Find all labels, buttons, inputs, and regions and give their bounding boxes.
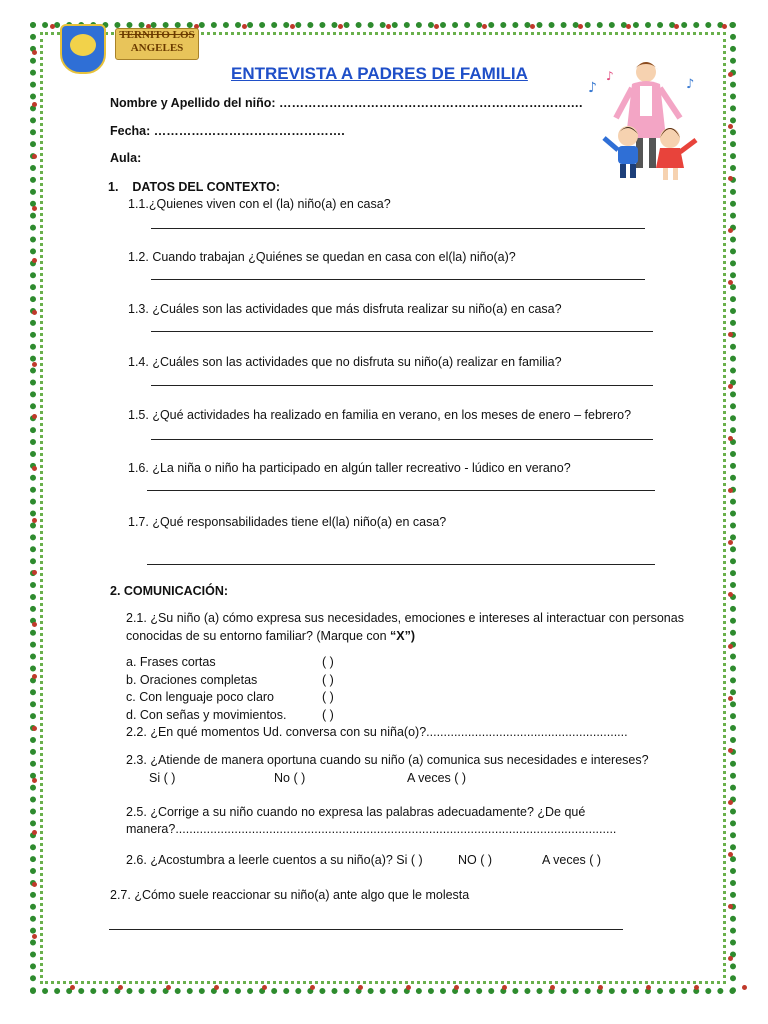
berry-dot — [290, 24, 295, 29]
berry-dot — [550, 985, 555, 990]
berry-dot — [262, 985, 267, 990]
question-1-4: 1.4. ¿Cuáles son las actividades que no disfruta su niño(a) realizar en familia? — [128, 355, 562, 369]
berry-dot — [32, 50, 37, 55]
question-2-1-cont: conocidas de su entorno familiar? (Marque con “X”) — [126, 629, 416, 643]
q23-yes-checkbox[interactable]: Si ( ) — [149, 771, 176, 785]
question-2-6: 2.6. ¿Acostumbra a leerle cuentos a su niño(a)? Si ( ) — [126, 853, 423, 867]
berry-dot — [32, 102, 37, 107]
berry-dot — [728, 800, 733, 805]
question-1-1: 1.1.¿Quienes viven con el (la) niño(a) en casa? — [128, 197, 391, 211]
berry-dot — [502, 985, 507, 990]
berry-dot — [530, 24, 535, 29]
berry-dot — [32, 882, 37, 887]
berry-dot — [728, 852, 733, 857]
q23-sometimes-checkbox[interactable]: A veces ( ) — [407, 771, 467, 785]
child-name-field: Nombre y Apellido del niño: ………………………………………………………………. — [110, 96, 583, 110]
berry-dot — [728, 280, 733, 285]
classroom-field: Aula: — [110, 151, 142, 165]
berry-dot — [728, 332, 733, 337]
question-1-2: 1.2. Cuando trabajan ¿Quiénes se quedan en casa con el(la) niño(a)? — [128, 250, 516, 264]
berry-dot — [626, 24, 631, 29]
question-1-7: 1.7. ¿Qué responsabilidades tiene el(la) niño(a) en casa? — [128, 515, 447, 529]
svg-text:♪: ♪ — [606, 69, 614, 83]
berry-dot — [434, 24, 439, 29]
berry-dot — [674, 24, 679, 29]
berry-dot — [338, 24, 343, 29]
page-title: ENTREVISTA A PADRES DE FAMILIA — [231, 64, 528, 83]
berry-dot — [32, 778, 37, 783]
option-b-checkbox[interactable]: ( ) — [322, 673, 334, 687]
question-2-1: 2.1. ¿Su niño (a) cómo expresa sus necesidades, emociones e intereses al interactuar con personas — [126, 611, 684, 625]
berry-dot — [32, 154, 37, 159]
school-logo: TERNITO LOS ANGELES — [115, 28, 199, 60]
berry-dot — [728, 124, 733, 129]
berry-dot — [32, 622, 37, 627]
berry-dot — [32, 362, 37, 367]
berry-dot — [694, 985, 699, 990]
berry-dot — [32, 934, 37, 939]
berry-dot — [242, 24, 247, 29]
berry-dot — [728, 488, 733, 493]
answer-line — [147, 564, 655, 565]
berry-dot — [742, 985, 747, 990]
berry-dot — [386, 24, 391, 29]
school-crest-icon — [60, 24, 106, 74]
berry-dot — [578, 24, 583, 29]
question-2-5: 2.5. ¿Corrige a su niño cuando no expresa las palabras adecuadamente? ¿De qué — [126, 805, 586, 819]
berry-dot — [70, 985, 75, 990]
berry-dot — [728, 748, 733, 753]
berry-dot — [118, 985, 123, 990]
berry-dot — [166, 985, 171, 990]
berry-dot — [310, 985, 315, 990]
berry-dot — [728, 956, 733, 961]
music-note-icon — [606, 69, 614, 83]
question-1-5: 1.5. ¿Qué actividades ha realizado en familia en verano, en los meses de enero – febrero? — [128, 408, 632, 422]
question-1-6: 1.6. ¿La niña o niño ha participado en algún taller recreativo - lúdico en verano? — [128, 461, 571, 475]
berry-dot — [358, 985, 363, 990]
option-a-checkbox[interactable]: ( ) — [322, 655, 334, 669]
berry-dot — [646, 985, 651, 990]
question-2-7: 2.7. ¿Cómo suele reaccionar su niño(a) ante algo que le molesta — [110, 888, 470, 902]
berry-dot — [728, 72, 733, 77]
music-note-icon — [686, 77, 694, 92]
berry-dot — [728, 904, 733, 909]
answer-line — [151, 331, 653, 332]
q26-no-checkbox[interactable]: NO ( ) — [458, 853, 493, 867]
berry-dot — [32, 258, 37, 263]
question-2-2: 2.2. ¿En qué momentos Ud. conversa con su niña(o)?.......................................................... — [126, 725, 628, 739]
berry-dot — [482, 24, 487, 29]
section2-heading: 2. COMUNICACIÓN: — [110, 584, 229, 598]
berry-dot — [728, 176, 733, 181]
berry-dot — [32, 310, 37, 315]
berry-dot — [32, 414, 37, 419]
berry-dot — [32, 570, 37, 575]
teacher-children-illustration — [588, 58, 728, 188]
berry-dot — [32, 466, 37, 471]
berry-dot — [454, 985, 459, 990]
svg-text:♪: ♪ — [686, 77, 695, 92]
answer-line — [147, 490, 655, 491]
berry-dot — [728, 384, 733, 389]
option-d: d. Con señas y movimientos. — [126, 708, 287, 722]
q26-sometimes-checkbox[interactable]: A veces ( ) — [542, 853, 602, 867]
berry-dot — [32, 674, 37, 679]
berry-dot — [728, 696, 733, 701]
answer-line — [151, 228, 645, 229]
berry-dot — [32, 206, 37, 211]
option-a: a. Frases cortas — [126, 655, 216, 669]
berry-dot — [728, 436, 733, 441]
answer-line — [151, 279, 645, 280]
option-b: b. Oraciones completas — [126, 673, 258, 687]
music-note-icon — [588, 80, 597, 96]
berry-dot — [728, 540, 733, 545]
berry-dot — [214, 985, 219, 990]
berry-dot — [406, 985, 411, 990]
berry-dot — [32, 830, 37, 835]
answer-line — [151, 385, 653, 386]
berry-dot — [32, 518, 37, 523]
berry-dot — [598, 985, 603, 990]
option-c: c. Con lenguaje poco claro — [126, 690, 275, 704]
q23-no-checkbox[interactable]: No ( ) — [274, 771, 306, 785]
berry-dot — [728, 644, 733, 649]
berry-dot — [728, 592, 733, 597]
berry-dot — [50, 24, 55, 29]
berry-dot — [32, 726, 37, 731]
date-field: Fecha: ………………………………………. — [110, 124, 345, 138]
question-2-3: 2.3. ¿Atiende de manera oportuna cuando su niño (a) comunica sus necesidades e intereses? — [126, 753, 649, 767]
option-c-checkbox[interactable]: ( ) — [322, 690, 334, 704]
berry-dot — [728, 228, 733, 233]
svg-text:♪: ♪ — [588, 80, 597, 96]
question-1-3: 1.3. ¿Cuáles son las actividades que más disfruta realizar su niño(a) en casa? — [128, 302, 562, 316]
berry-dot — [722, 24, 727, 29]
section1-heading: 1. DATOS DEL CONTEXTO: — [108, 180, 281, 194]
question-2-5-cont: manera?............................................................................................................................... — [126, 822, 617, 836]
answer-line — [109, 929, 623, 930]
answer-line — [151, 439, 653, 440]
option-d-checkbox[interactable]: ( ) — [322, 708, 334, 722]
